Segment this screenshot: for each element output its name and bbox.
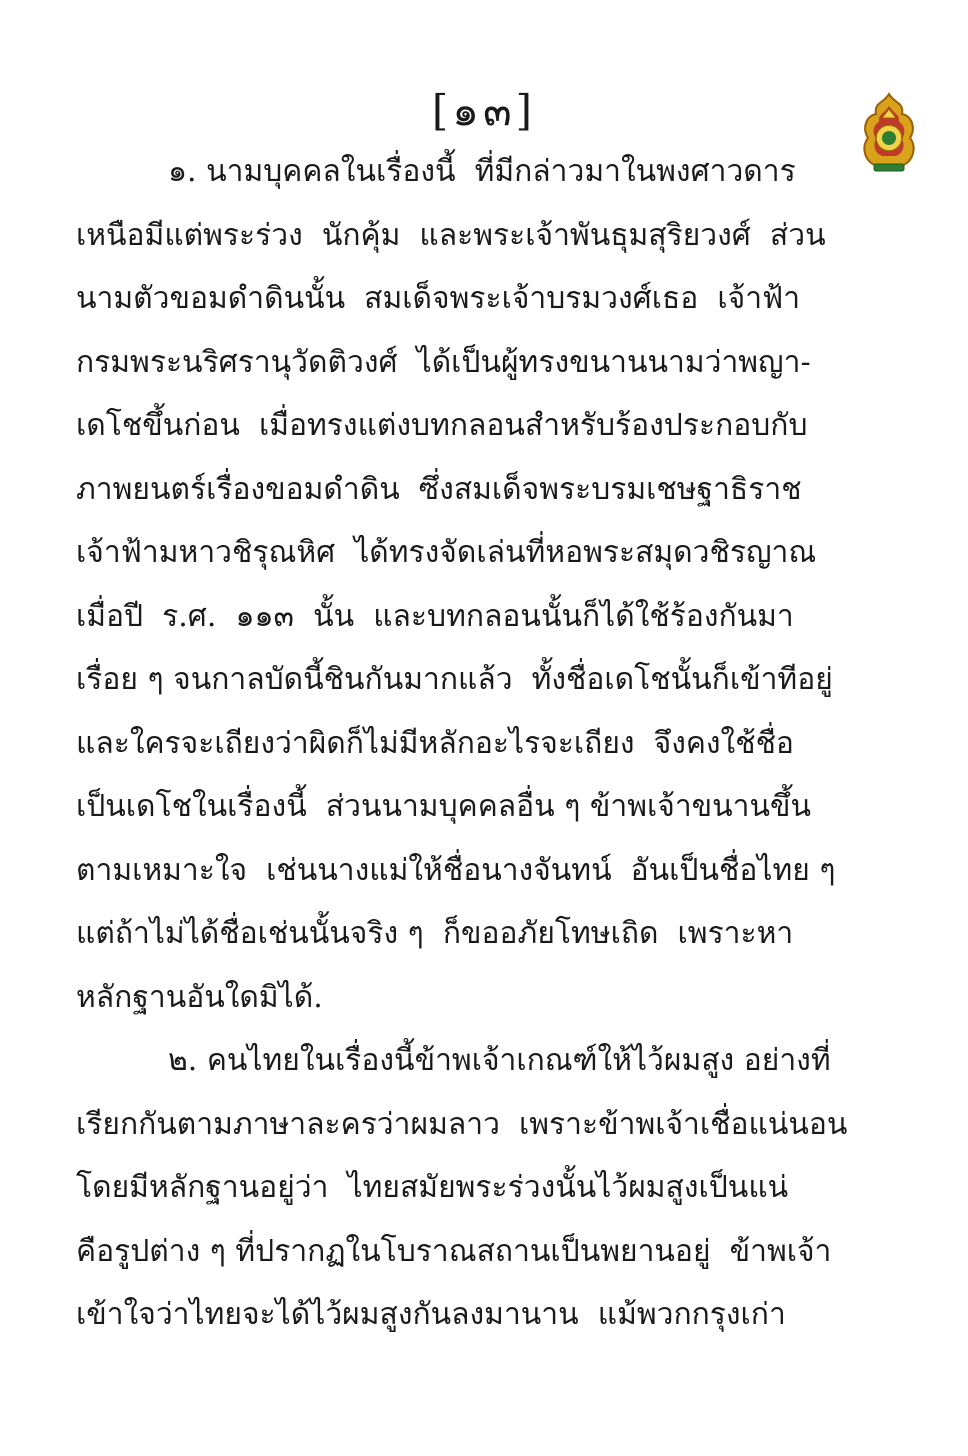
text-block [76, 140, 868, 1347]
line-text: ๒. คนไทยในเรื่องนี้ข้าพเจ้าเกณฑ์ให้ไว้ผมสูง อย่างที่ [168, 1043, 831, 1078]
text-line [76, 1156, 868, 1220]
line-text: เรียกกันตามภาษาละครว่าผมลาว เพราะข้าพเจ้าเชื่อแน่นอน [76, 1106, 848, 1142]
text-line [76, 966, 868, 1030]
line-text: เมื่อปี ร.ศ. ๑๑๓ นั้น และบทกลอนนั้นก็ได้ใช้ร้องกันมา [76, 598, 794, 634]
line-text: โดยมีหลักฐานอยู่ว่า ไทยสมัยพระร่วงนั้นไว้ผมสูงเป็นแน่ [76, 1170, 789, 1205]
text-line [76, 902, 868, 966]
line-text: และใครจะเถียงว่าผิดก็ไม่มีหลักอะไรจะเถียง จึงคงใช้ชื่อ [76, 725, 794, 761]
line-text: ๑. นามบุคคลในเรื่องนี้ ที่มีกล่าวมาในพงศาวดาร [168, 154, 796, 189]
line-text: ตามเหมาะใจ เช่นนางแม่ให้ชื่อนางจันทน์ อันเป็นชื่อไทย ๆ [76, 852, 836, 888]
text-line [76, 648, 868, 712]
text-line [76, 775, 868, 839]
text-line [76, 267, 868, 331]
line-text: เข้าใจว่าไทยจะได้ไว้ผมสูงกันลงมานาน แม้พวกกรุงเก่า [76, 1297, 786, 1332]
text-line [76, 458, 868, 522]
text-line [76, 1029, 868, 1093]
line-text: เป็นเดโชในเรื่องนี้ ส่วนนามบุคคลอื่น ๆ ข้าพเจ้าขนานขึ้น [76, 789, 812, 824]
text-line [76, 1283, 868, 1347]
line-text: เดโชขึ้นก่อน เมื่อทรงแต่งบทกลอนสำหรับร้องประกอบกับ [76, 408, 808, 443]
text-line [76, 140, 868, 204]
text-line [76, 1093, 868, 1157]
line-text: นามตัวขอมดำดินนั้น สมเด็จพระเจ้าบรมวงศ์เธอ เจ้าฟ้า [76, 281, 801, 316]
text-line [76, 585, 868, 649]
text-line [76, 712, 868, 776]
text-line [76, 331, 868, 395]
text-line [76, 521, 868, 585]
text-line [76, 1220, 868, 1284]
line-text: เจ้าฟ้ามหาวชิรุณหิศ ได้ทรงจัดเล่นที่หอพระสมุดวชิรญาณ [76, 535, 817, 570]
text-line [76, 839, 868, 903]
line-text: คือรูปต่าง ๆ ที่ปรากฏในโบราณสถานเป็นพยานอยู่ ข้าพเจ้า [76, 1233, 832, 1269]
line-text: หลักฐานอันใดมิได้. [76, 979, 323, 1015]
line-text: กรมพระนริศรานุวัดติวงศ์ ได้เป็นผู้ทรงขนานนามว่าพญา- [76, 344, 811, 380]
line-text: เหนือมีแต่พระร่วง นักคุ้ม และพระเจ้าพันธุมสุริยวงศ์ ส่วน [76, 217, 826, 253]
line-text: แต่ถ้าไม่ได้ชื่อเช่นนั้นจริง ๆ ก็ขออภัยโทษเถิด เพราะหา [76, 916, 794, 951]
text-line [76, 394, 868, 458]
line-text: ภาพยนตร์เรื่องขอมดำดิน ซึ่งสมเด็จพระบรมเชษฐาธิราช [76, 471, 802, 507]
line-text: เรื่อย ๆ จนกาลบัดนี้ชินกันมากแล้ว ทั้งชื่อเดโชนั้นก็เข้าทีอยู่ [76, 662, 833, 697]
page-number: [๑๓] [431, 86, 537, 135]
text-line [76, 204, 868, 268]
